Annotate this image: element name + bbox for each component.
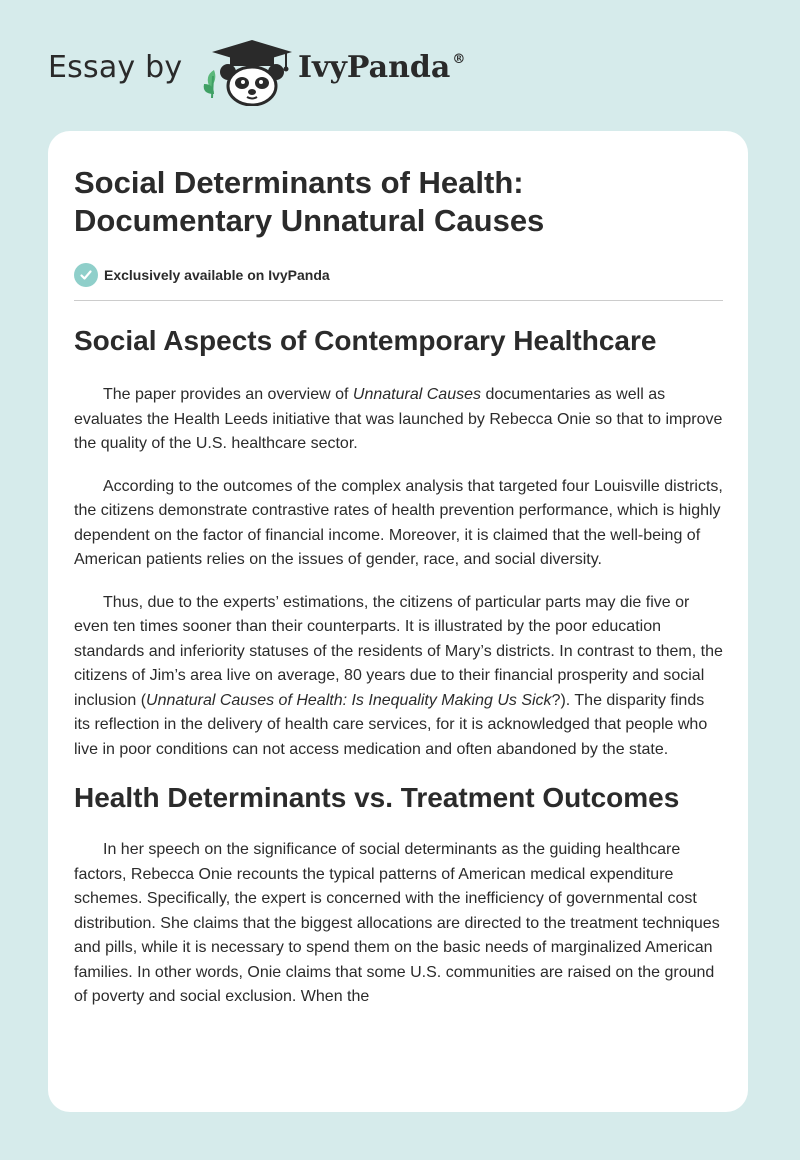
brand-prefix: Essay by	[48, 50, 183, 85]
brand-name: IvyPanda ®	[298, 50, 466, 85]
essay-card	[48, 131, 748, 1112]
paragraph: In her speech on the significance of social determinants as the guiding healthcare factors, Rebecca Onie recounts the typical patterns of American medical expenditure schemes. Specifically, the expert is concerned with the inefficiency of governmental cost distribution. She claims that the biggest allocations are directed to the treatment techniques and pills, while it is necessary to spend them on the basic needs of marginalized American families. In other words, Onie claims that some U.S. communities are raised on the ground of poverty and social exclusion. When the	[74, 841, 720, 1005]
paragraph: According to the outcomes of the complex analysis that targeted four Louisville districts, the citizens demonstrate contrastive rates of health prevention performance, which is highly dependent on the factor of financial income. Moreover, it is claimed that the well-being of American patients relies on the issues of gender, race, and social diversity.	[74, 477, 723, 568]
exclusive-badge	[74, 261, 724, 289]
title-divider	[74, 300, 723, 301]
section-heading: Social Aspects of Contemporary Healthcare	[74, 325, 657, 356]
exclusive-text: Exclusively available on IvyPanda	[104, 267, 330, 283]
check-circle-icon	[74, 263, 98, 287]
paragraph: Thus, due to the experts’ estimations, the citizens of particular parts may die five or even ten times sooner than their counterparts. It is illustrated by the poor education standards and inferiority statuses of the residents of Mary’s districts. In contrast to them, the citizens of Jim’s area live on average, 80 years due to their financial prosperity and social inclusion (Unnatural Causes of Health: Is Inequality Making Us Sick?). The disparity finds its reflection in the delivery of health care services, for it is acknowledged that people who live in poor conditions can not access medication and often abandoned by the state.	[74, 593, 723, 758]
essay-title: Social Determinants of Health: Documentary Unnatural Causes	[74, 165, 545, 238]
site-brand[interactable]	[48, 36, 468, 106]
paragraph: The paper provides an overview of Unnatural Causes documentaries as well as evaluates the Health Leeds initiative that was launched by Rebecca Onie so that to improve the quality of the U.S. healthcare sector.	[74, 386, 723, 452]
registered-mark: ®	[452, 52, 466, 67]
panda-graduate-icon	[200, 36, 296, 106]
section-heading: Health Determinants vs. Treatment Outcomes	[74, 782, 680, 813]
